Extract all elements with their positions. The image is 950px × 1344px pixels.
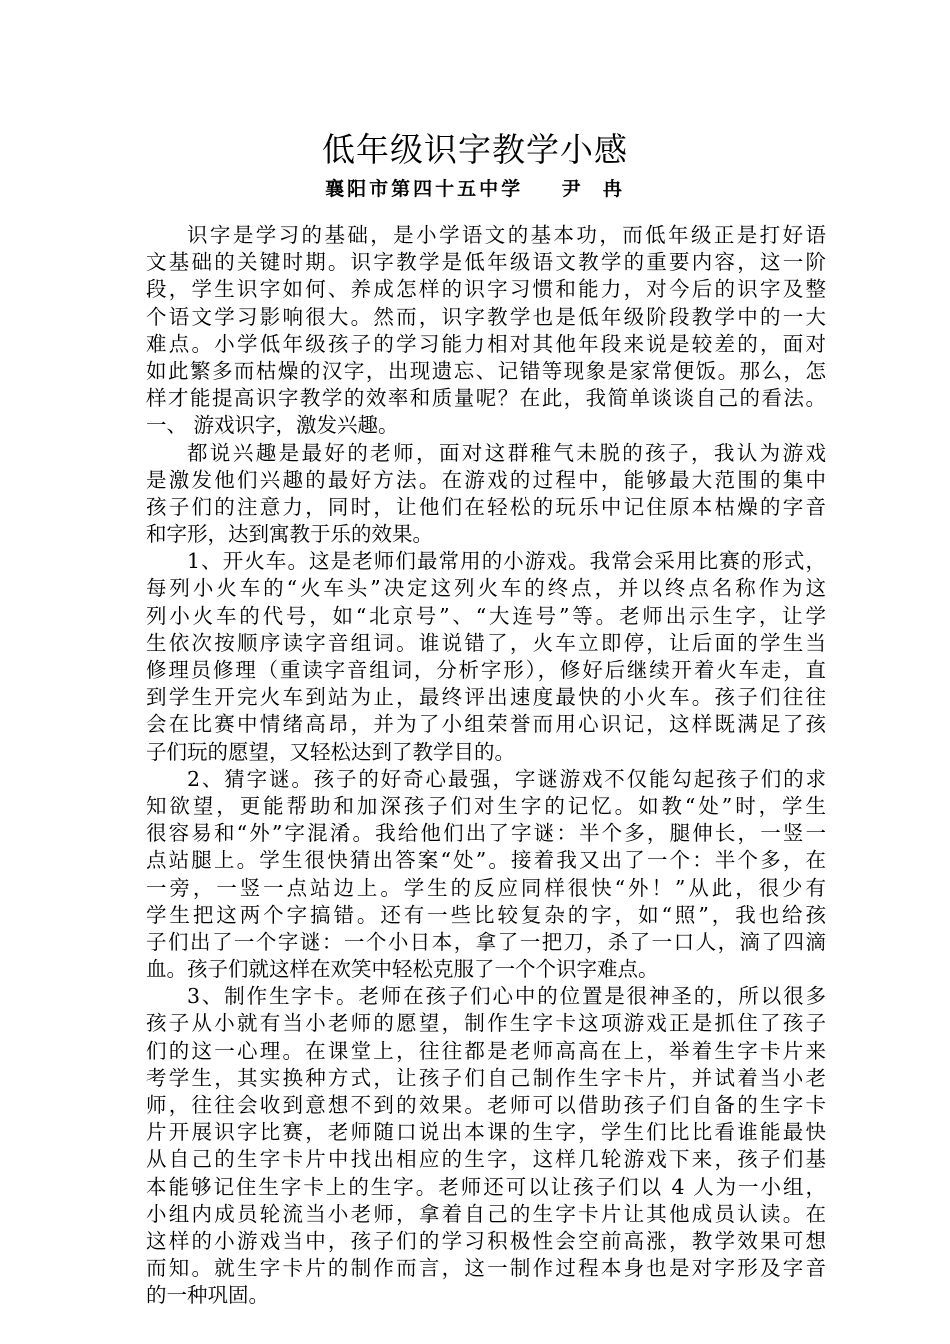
- text-line: 1、开火车。这是老师们最常用的小游戏。我常会采用比赛的形式，: [187, 549, 826, 574]
- text-line: 血。孩子们就这样在欢笑中轻松克服了一个个识字难点。: [146, 957, 659, 982]
- text-line: 孩子从小就有当小老师的愿望，制作生字卡这项游戏正是抓住了孩子: [146, 1011, 826, 1036]
- text-line: 学生把这两个字搞错。还有一些比较复杂的字，如“照”，我也给孩: [146, 902, 826, 927]
- text-line: 这样的小游戏当中，孩子们的学习积极性会空前高涨，教学效果可想: [146, 1228, 826, 1253]
- text-line: 文基础的关键时期。识字教学是低年级语文教学的重要内容，这一阶: [146, 250, 826, 275]
- text-line: 本能够记住生字卡上的生字。老师还可以让孩子们以 4 人为一小组，: [146, 1174, 826, 1199]
- text-line: 识字是学习的基础，是小学语文的基本功，而低年级正是打好语: [187, 223, 826, 247]
- text-line: 考学生，其实换种方式，让孩子们自己制作生字卡片，并试着当小老: [146, 1065, 826, 1090]
- author-line: 襄阳市第四十五中学 尹 冉: [325, 178, 625, 200]
- text-line: 点站腿上。学生很快猜出答案“处”。接着我又出了一个：半个多，在: [146, 848, 826, 873]
- text-line: 们的这一心理。在课堂上，往往都是老师高高在上，举着生字卡片来: [146, 1038, 826, 1063]
- text-line: 每列小火车的“火车头”决定这列火车的终点，并以终点名称作为这: [146, 576, 826, 601]
- text-line: 从自己的生字卡片中找出相应的生字，这样几轮游戏下来，孩子们基: [146, 1147, 826, 1172]
- text-line: 生依次按顺序读字音组词。谁说错了，火车立即停，让后面的学生当: [146, 630, 826, 655]
- text-line: 一、 游戏识字，激发兴趣。: [146, 413, 399, 438]
- text-line: 和字形，达到寓教于乐的效果。: [146, 522, 433, 547]
- body-text: [146, 222, 826, 1310]
- text-line: 个语文学习影响很大。然而，识字教学也是低年级阶段教学中的一大: [146, 304, 826, 329]
- text-line: 样才能提高识字教学的效率和质量呢？在此，我简单谈谈自己的看法。: [146, 386, 826, 411]
- text-line: 会在比赛中情绪高昂，并为了小组荣誉而用心识记，这样既满足了孩: [146, 712, 826, 737]
- text-line: 列小火车的代号，如“北京号”、“大连号”等。老师出示生字，让学: [146, 603, 826, 628]
- text-line: 修理员修理（重读字音组词，分析字形），修好后继续开着火车走，直: [146, 658, 826, 682]
- text-line: 很容易和“外”字混淆。我给他们出了字谜：半个多，腿伸长，一竖一: [146, 821, 826, 846]
- text-line: 2、猜字谜。孩子的好奇心最强，字谜游戏不仅能勾起孩子们的求: [187, 766, 826, 791]
- text-line: 3、制作生字卡。老师在孩子们心中的位置是很神圣的，所以很多: [187, 984, 826, 1009]
- text-line: 子们玩的愿望，又轻松达到了教学目的。: [146, 739, 515, 764]
- text-line: 段，学生识字如何、养成怎样的识字习惯和能力，对今后的识字及整: [146, 277, 826, 302]
- document-title: 低年级识字教学小感: [322, 130, 628, 169]
- text-line: 的一种巩固。: [146, 1283, 269, 1308]
- text-line: 小组内成员轮流当小老师，拿着自己的生字卡片让其他成员认读。在: [146, 1201, 826, 1226]
- text-line: 片开展识字比赛，老师随口说出本课的生字，学生们比比看谁能最快: [146, 1120, 826, 1145]
- text-line: 到学生开完火车到站为止，最终评出速度最快的小火车。孩子们往往: [146, 685, 826, 710]
- text-line: 都说兴趣是最好的老师，面对这群稚气未脱的孩子，我认为游戏: [187, 440, 826, 465]
- text-line: 而知。就生字卡片的制作而言，这一制作过程本身也是对字形及字音: [146, 1256, 826, 1281]
- text-line: 如此繁多而枯燥的汉字，出现遗忘、记错等现象是家常便饭。那么，怎: [146, 358, 826, 383]
- text-line: 难点。小学低年级孩子的学习能力相对其他年段来说是较差的，面对: [146, 331, 826, 356]
- text-line: 子们出了一个字谜：一个小日本，拿了一把刀，杀了一口人，滴了四滴: [146, 929, 826, 954]
- text-line: 知欲望，更能帮助和加深孩子们对生字的记忆。如教“处”时，学生: [146, 793, 826, 818]
- text-line: 一旁，一竖一点站边上。学生的反应同样很快“外！”从此，很少有: [146, 875, 826, 900]
- text-line: 孩子们的注意力，同时，让他们在轻松的玩乐中记住原本枯燥的字音: [146, 494, 826, 519]
- text-line: 师，往往会收到意想不到的效果。老师可以借助孩子们自备的生字卡: [146, 1093, 826, 1117]
- text-line: 是激发他们兴趣的最好方法。在游戏的过程中，能够最大范围的集中: [146, 467, 826, 492]
